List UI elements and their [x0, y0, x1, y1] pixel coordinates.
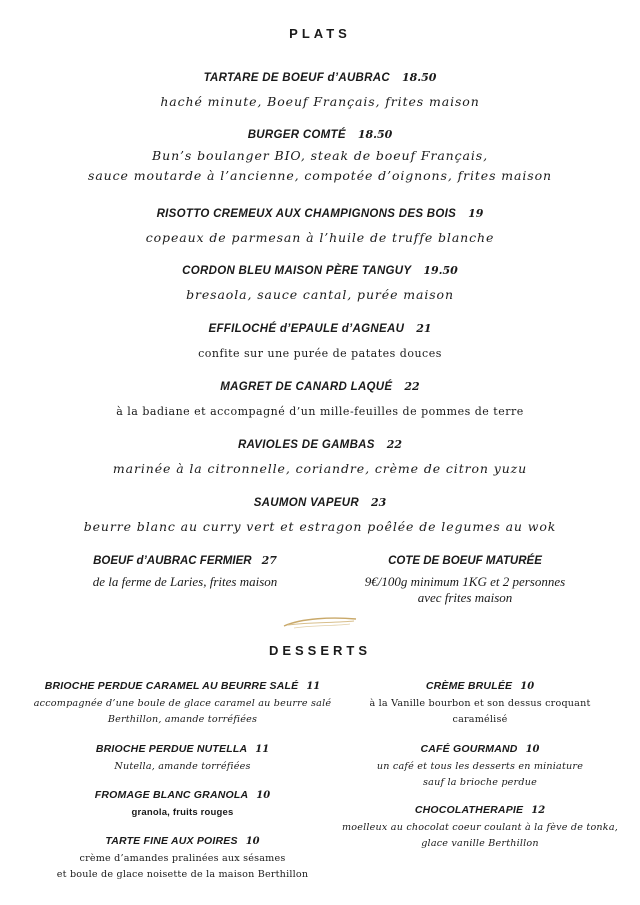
plat-desc: beurre blanc au curry vert et estragon poêlée de legumes au wok — [83, 519, 557, 534]
dessert-desc — [325, 759, 635, 791]
dessert-desc — [325, 820, 635, 852]
plat-price: 18.50 — [357, 128, 393, 141]
dessert-desc-line: et boule de glace noisette de la maison Berthillon — [56, 869, 309, 880]
dessert-desc-line: moelleux au chocolat coeur coulant à la fève de tonka, — [341, 822, 618, 833]
plat-name: BURGER COMTÉ — [247, 129, 346, 141]
dessert-name: CAFÉ GOURMAND — [420, 743, 518, 755]
dessert-name: TARTE FINE AUX POIRES — [105, 835, 238, 847]
dessert-desc-line: caramélisé — [452, 714, 508, 725]
plat-desc: marinée à la citronnelle, coriandre, crème de citron yuzu — [112, 461, 528, 476]
plat-name: TARTARE DE BOEUF d’AUBRAC — [203, 72, 390, 84]
plat-price: 23 — [370, 496, 387, 509]
plat-price: 19 — [468, 207, 484, 220]
plat-desc: de la ferme de Laries, frites maison — [92, 574, 278, 589]
dessert-desc-line: sauf la brioche perdue — [423, 777, 537, 788]
plat-price: 18.50 — [401, 71, 437, 84]
plat-desc — [0, 146, 640, 186]
dessert-desc — [20, 696, 345, 728]
plat-item — [0, 123, 640, 186]
plat-name: RISOTTO CREMEUX AUX CHAMPIGNONS DES BOIS — [156, 208, 457, 220]
plat-item — [0, 491, 640, 537]
dessert-price: 12 — [531, 805, 546, 816]
plat-desc: bresaola, sauce cantal, purée maison — [186, 287, 454, 302]
plat-desc-line: sauce moutarde à l’ancienne, compotée d’oignons, frites maison — [88, 168, 552, 183]
dessert-price: 10 — [245, 836, 260, 847]
plat-name: COTE DE BOEUF MATURÉE — [388, 555, 542, 567]
dessert-desc-line: un café et tous les desserts en miniature — [376, 761, 584, 772]
plat-name: BOEUF d’AUBRAC FERMIER — [93, 555, 252, 567]
dessert-price: 11 — [306, 681, 321, 692]
ornament-divider-icon — [280, 612, 360, 632]
dessert-name: BRIOCHE PERDUE NUTELLA — [95, 743, 248, 755]
dessert-desc-line: Berthillon, amande torréfiées — [107, 714, 258, 725]
dessert-desc: Nutella, amande torréfiées — [114, 761, 251, 772]
dessert-name: CRÈME BRULÉE — [425, 680, 513, 692]
plat-item — [0, 375, 640, 422]
plat-name: EFFILOCHÉ d’EPAULE d’AGNEAU — [208, 323, 405, 335]
plat-item — [0, 259, 640, 305]
plat-item — [0, 317, 640, 364]
plat-name: CORDON BLEU MAISON PÈRE TANGUY — [182, 265, 412, 277]
plat-price: 19.50 — [423, 264, 458, 277]
dessert-desc — [20, 851, 345, 883]
plat-item — [0, 202, 640, 248]
dessert-desc — [325, 696, 635, 728]
plat-name: RAVIOLES DE GAMBAS — [237, 439, 375, 451]
plats-title: PLATS — [289, 26, 351, 41]
plat-desc-line: avec frites maison — [417, 590, 513, 605]
plat-item — [0, 433, 640, 479]
dessert-item — [20, 783, 345, 821]
dessert-item — [20, 674, 345, 728]
plat-desc-line: 9€/100g minimum 1KG et 2 personnes — [364, 574, 566, 589]
plat-duo-left — [60, 549, 310, 590]
plat-price: 21 — [416, 322, 432, 335]
plat-desc — [345, 574, 585, 606]
plat-name: SAUMON VAPEUR — [253, 497, 359, 509]
dessert-desc-line: crème d’amandes pralinées aux sésames — [79, 853, 286, 864]
plat-price: 22 — [404, 380, 420, 393]
dessert-item — [325, 737, 635, 791]
dessert-item — [20, 737, 345, 775]
plat-name: MAGRET DE CANARD LAQUÉ — [220, 381, 393, 393]
desserts-title: DESSERTS — [268, 643, 372, 658]
dessert-price: 10 — [520, 681, 535, 692]
plat-item — [0, 66, 640, 112]
dessert-name: CHOCOLATHERAPIE — [414, 804, 524, 816]
plat-desc: haché minute, Boeuf Français, frites maison — [160, 94, 480, 109]
dessert-item — [20, 829, 345, 883]
dessert-desc-line: à la Vanille bourbon et son dessus croquant — [369, 698, 591, 709]
plat-price: 27 — [261, 554, 277, 567]
dessert-price: 10 — [256, 790, 271, 801]
dessert-desc: granola, fruits rouges — [131, 807, 234, 818]
plat-desc: copeaux de parmesan à l’huile de truffe blanche — [145, 230, 495, 245]
dessert-desc-line: glace vanille Berthillon — [421, 838, 539, 849]
dessert-item — [325, 674, 635, 728]
plat-price: 22 — [386, 438, 403, 451]
plat-desc-line: Bun’s boulanger BIO, steak de boeuf Français, — [152, 148, 488, 163]
dessert-name: FROMAGE BLANC GRANOLA — [94, 789, 249, 801]
plat-desc: confite sur une purée de patates douces — [198, 347, 442, 360]
dessert-price: 10 — [525, 744, 540, 755]
dessert-desc-line: accompagnée d’une boule de glace caramel au beurre salé — [33, 698, 332, 709]
plat-desc: à la badiane et accompagné d’un mille-feuilles de pommes de terre — [116, 405, 524, 418]
dessert-name: BRIOCHE PERDUE CARAMEL AU BEURRE SALÉ — [44, 680, 299, 692]
dessert-item — [325, 798, 635, 852]
dessert-price: 11 — [255, 744, 270, 755]
plat-duo-right — [345, 549, 585, 606]
